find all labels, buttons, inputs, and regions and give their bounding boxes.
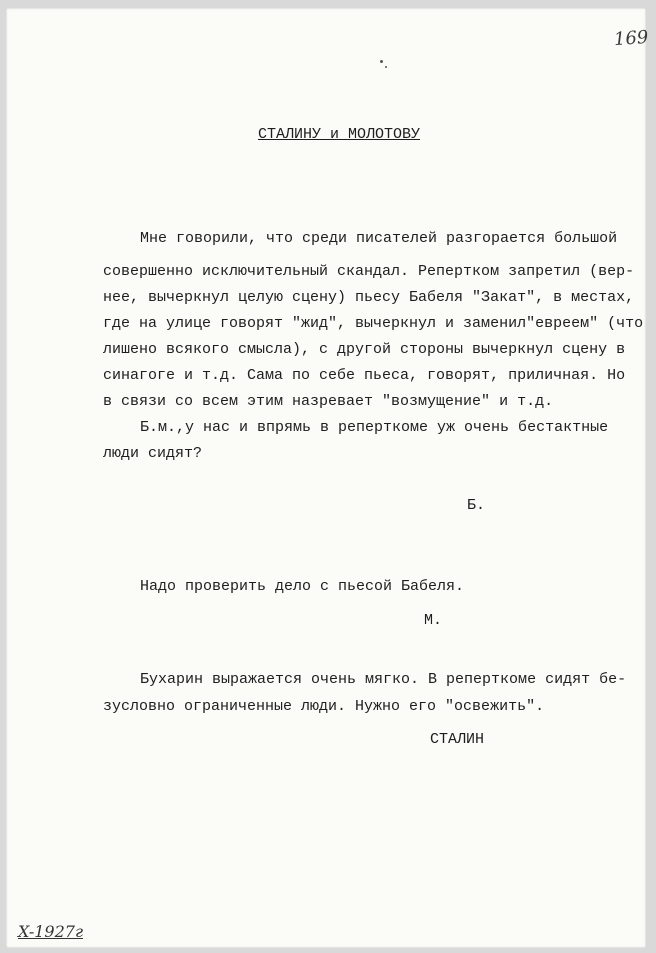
letter-line: Мне говорили, что среди писателей разгорается большой	[140, 230, 618, 247]
letter-line: совершенно исключительный скандал. Репертком запретил (вер-	[103, 263, 635, 280]
letter-line: нее, вычеркнул целую сцену) пьесу Бабеля "Закат", в местах,	[103, 289, 635, 306]
scan-speck	[380, 60, 383, 63]
letter-line: Б.м.,у нас и впрямь в реперткоме уж очень бестактные	[140, 419, 609, 436]
letter-line: синагоге и т.д. Сама по себе пьеса, говорят, приличная. Но	[103, 367, 626, 384]
letter-line: где на улице говорят "жид", вычеркнул и заменил"евреем" (что	[103, 315, 644, 332]
stalin-signature: СТАЛИН	[430, 731, 485, 748]
letter-signature: Б.	[467, 497, 486, 514]
letter-line: лишено всякого смысла), с другой стороны вычеркнул сцену в	[103, 341, 626, 358]
molotov-signature: М.	[424, 612, 443, 629]
stalin-reply-line: Бухарин выражается очень мягко. В реперткоме сидят бе-	[140, 671, 627, 688]
letter-line: в связи со всем этим назревает "возмущение" и т.д.	[103, 393, 554, 410]
archive-handwritten-mark: X-1927г	[18, 922, 84, 941]
molotov-reply-text: Надо проверить дело с пьесой Бабеля.	[140, 578, 465, 595]
letter-line: люди сидят?	[103, 445, 203, 462]
document-page	[6, 8, 646, 948]
page-number: 169	[613, 26, 650, 51]
scan-speck	[385, 66, 387, 68]
document-title: СТАЛИНУ и МОЛОТОВУ	[258, 126, 421, 143]
stalin-reply-line: зусловно ограниченные люди. Нужно его "освежить".	[103, 698, 545, 715]
